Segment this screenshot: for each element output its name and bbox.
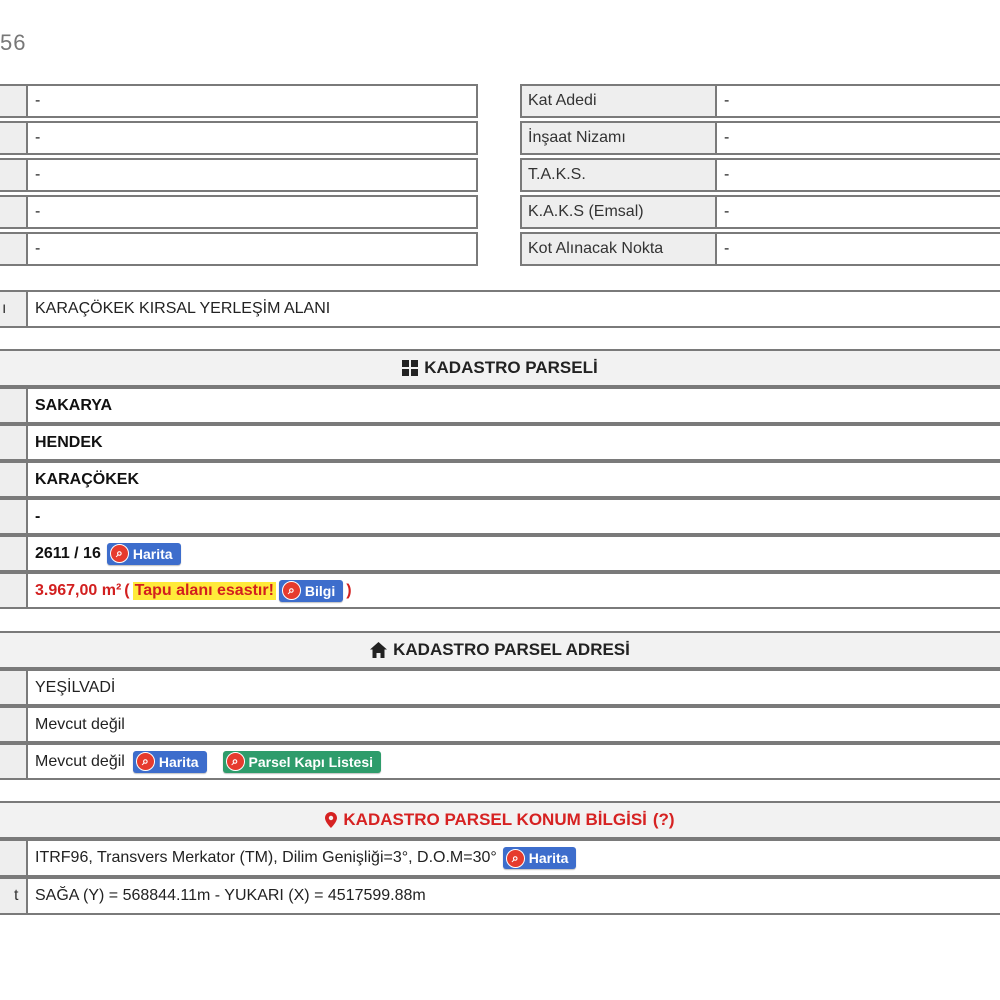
parsel-kapi-listesi-label: Parsel Kapı Listesi	[248, 753, 374, 770]
kadastro-parseli-header	[0, 349, 1000, 387]
row-label	[0, 463, 28, 496]
kaks-row	[520, 195, 1000, 229]
row-label	[0, 537, 28, 570]
left-table-row	[0, 232, 478, 266]
search-icon: ⌕	[136, 752, 155, 771]
alan-note-open: (	[124, 581, 130, 599]
left-table-row	[0, 158, 478, 192]
adres-sokak-value: Mevcut değil	[35, 715, 125, 733]
row-label	[0, 160, 28, 190]
alan-note-close: )	[346, 581, 352, 599]
parsel-adresi-title: KADASTRO PARSEL ADRESİ	[393, 640, 630, 659]
row-label	[0, 745, 28, 778]
alan-row	[0, 572, 1000, 609]
mahalle-row	[0, 461, 1000, 498]
konum-harita-button-label: Harita	[528, 850, 569, 866]
parsel-kapi-listesi-button[interactable]	[223, 751, 382, 773]
parsel-adresi-header	[0, 631, 1000, 669]
left-table-row	[0, 195, 478, 229]
alan-cell	[28, 580, 352, 602]
ilce-value: HENDEK	[35, 433, 103, 451]
konum-harita-button[interactable]	[503, 847, 577, 869]
home-icon	[370, 642, 387, 658]
mevki-row	[0, 498, 1000, 535]
taks-row	[520, 158, 1000, 192]
taks-label: T.A.K.S.	[522, 160, 717, 190]
insaat-nizami-label: İnşaat Nizamı	[522, 123, 717, 153]
kaks-label: K.A.K.S (Emsal)	[522, 197, 717, 227]
koordinat-row	[0, 877, 1000, 915]
row-label	[0, 841, 28, 875]
row-value: -	[35, 203, 41, 220]
left-table-row	[0, 84, 478, 118]
row-value: -	[35, 166, 41, 183]
row-label	[0, 234, 28, 264]
search-icon: ⌕	[506, 849, 525, 868]
kot-value: -	[724, 240, 730, 257]
row-value: -	[35, 240, 41, 257]
tapu-note: Tapu alanı esastır!	[134, 581, 274, 599]
kaks-value: -	[724, 203, 730, 220]
adres-harita-button-label: Harita	[158, 753, 199, 770]
row-label	[0, 389, 28, 422]
ada-parsel-value: 2611 / 16	[35, 544, 101, 562]
taks-value: -	[724, 166, 730, 183]
alan-value: 3.967,00 m²	[35, 581, 122, 599]
left-table-row	[0, 121, 478, 155]
mevki-value: -	[35, 507, 41, 525]
row-label	[0, 708, 28, 741]
adres-sokak-row	[0, 706, 1000, 743]
row-label	[0, 671, 28, 704]
adres-kapi-cell	[28, 751, 381, 773]
adres-kapi-row	[0, 743, 1000, 780]
row-label	[0, 426, 28, 459]
row-value: -	[35, 129, 41, 146]
row-label	[0, 500, 28, 533]
row-label	[0, 123, 28, 153]
adres-harita-button[interactable]	[133, 751, 207, 773]
harita-button-label: Harita	[132, 545, 173, 562]
plan-zone-value: KARAÇÖKEK KIRSAL YERLEŞİM ALANI	[35, 300, 331, 317]
insaat-nizami-value: -	[724, 129, 730, 146]
row-label	[0, 86, 28, 116]
page-number: 56	[0, 30, 27, 55]
projeksiyon-value: ITRF96, Transvers Merkator (TM), Dilim Genişliği=3°, D.O.M=30°	[35, 849, 497, 866]
bilgi-button-label: Bilgi	[304, 582, 336, 599]
kot-row	[520, 232, 1000, 266]
il-value: SAKARYA	[35, 396, 113, 414]
map-pin-icon	[325, 812, 337, 828]
kadastro-parseli-title: KADASTRO PARSELİ	[424, 358, 598, 377]
projeksiyon-cell	[28, 847, 576, 869]
kat-adedi-value: -	[724, 92, 730, 109]
konum-bilgisi-header	[0, 801, 1000, 839]
plan-zone-label: ı	[0, 292, 28, 326]
adres-kapi-value: Mevcut değil	[35, 752, 125, 770]
konum-bilgisi-title: KADASTRO PARSEL KONUM BİLGİSİ	[343, 810, 647, 829]
harita-button[interactable]	[107, 543, 181, 565]
ilce-row	[0, 424, 1000, 461]
search-icon: ⌕	[226, 752, 245, 771]
search-icon: ⌕	[110, 544, 129, 563]
koordinat-label: t	[0, 879, 28, 913]
grid-icon	[402, 360, 418, 376]
insaat-nizami-row	[520, 121, 1000, 155]
search-icon: ⌕	[282, 581, 301, 600]
adres-mahalle-value: YEŞİLVADİ	[35, 678, 116, 696]
mahalle-value: KARAÇÖKEK	[35, 470, 139, 488]
bilgi-button[interactable]	[279, 580, 343, 602]
kot-label: Kot Alınacak Nokta	[522, 234, 717, 264]
projeksiyon-row	[0, 839, 1000, 877]
help-link[interactable]: (?)	[652, 810, 675, 829]
koordinat-value: SAĞA (Y) = 568844.11m - YUKARI (X) = 4517599.88m	[35, 887, 426, 904]
plan-zone-row	[0, 290, 1000, 328]
ada-parsel-cell	[28, 543, 181, 565]
row-label	[0, 574, 28, 607]
adres-mahalle-row	[0, 669, 1000, 706]
il-row	[0, 387, 1000, 424]
row-label	[0, 197, 28, 227]
kat-adedi-label: Kat Adedi	[522, 86, 717, 116]
ada-parsel-row	[0, 535, 1000, 572]
kat-adedi-row	[520, 84, 1000, 118]
row-value: -	[35, 92, 41, 109]
